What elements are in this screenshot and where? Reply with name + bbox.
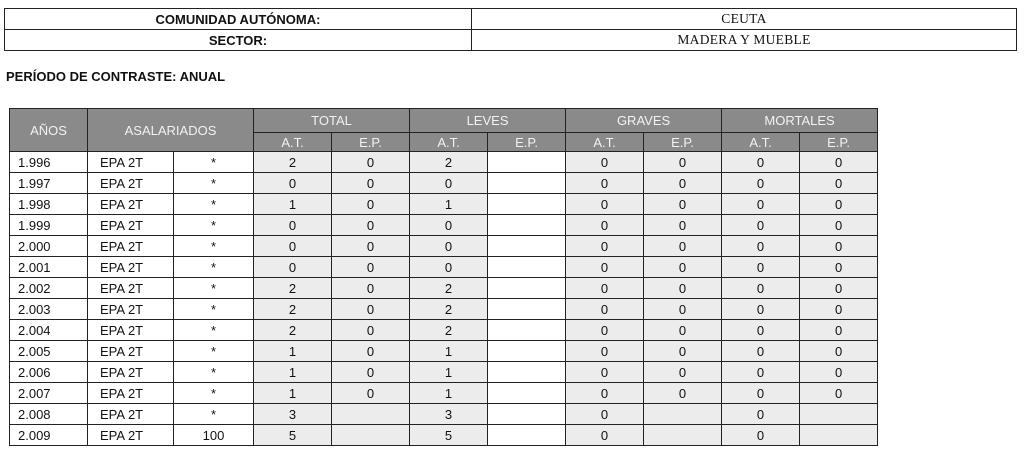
asalariados-cell: *: [174, 383, 254, 404]
total-at-cell: 0: [254, 257, 332, 278]
sector-row: [5, 30, 1017, 51]
leves-ep-cell: [488, 362, 566, 383]
year-cell: 2.006: [10, 362, 88, 383]
total-ep-cell: 0: [332, 215, 410, 236]
graves-at-cell: 0: [566, 299, 644, 320]
graves-at-cell: 0: [566, 278, 644, 299]
asalariados-cell: *: [174, 152, 254, 173]
total-ep-cell: 0: [332, 257, 410, 278]
total-at-cell: 3: [254, 404, 332, 425]
year-cell: 2.001: [10, 257, 88, 278]
leves-at-cell: 2: [410, 152, 488, 173]
subcol-total-at: A.T.: [254, 133, 332, 152]
total-ep-cell: 0: [332, 236, 410, 257]
period-heading: PERÍODO DE CONTRASTE: ANUAL: [6, 69, 226, 84]
subcol-total-ep: E.P.: [332, 133, 410, 152]
table-row: [10, 320, 878, 341]
total-at-cell: 2: [254, 299, 332, 320]
table-row: [10, 425, 878, 446]
mortales-ep-cell: 0: [800, 257, 878, 278]
source-cell: EPA 2T: [88, 425, 174, 446]
source-cell: EPA 2T: [88, 383, 174, 404]
graves-ep-cell: 0: [644, 194, 722, 215]
total-ep-cell: 0: [332, 152, 410, 173]
total-at-cell: 0: [254, 173, 332, 194]
leves-ep-cell: [488, 383, 566, 404]
graves-at-cell: 0: [566, 257, 644, 278]
year-cell: 1.997: [10, 173, 88, 194]
leves-ep-cell: [488, 425, 566, 446]
asalariados-cell: *: [174, 215, 254, 236]
year-cell: 1.996: [10, 152, 88, 173]
asalariados-cell: *: [174, 404, 254, 425]
graves-at-cell: 0: [566, 215, 644, 236]
header-table: [4, 8, 1017, 51]
graves-at-cell: 0: [566, 425, 644, 446]
graves-at-cell: 0: [566, 383, 644, 404]
graves-ep-cell: 0: [644, 215, 722, 236]
mortales-at-cell: 0: [722, 299, 800, 320]
source-cell: EPA 2T: [88, 299, 174, 320]
total-at-cell: 0: [254, 215, 332, 236]
table-row: [10, 215, 878, 236]
mortales-ep-cell: [800, 404, 878, 425]
graves-ep-cell: 0: [644, 173, 722, 194]
leves-ep-cell: [488, 404, 566, 425]
graves-ep-cell: 0: [644, 341, 722, 362]
leves-ep-cell: [488, 173, 566, 194]
table-row: [10, 278, 878, 299]
graves-at-cell: 0: [566, 236, 644, 257]
total-at-cell: 2: [254, 152, 332, 173]
subcol-graves-at: A.T.: [566, 133, 644, 152]
mortales-at-cell: 0: [722, 404, 800, 425]
table-row: [10, 404, 878, 425]
leves-at-cell: 1: [410, 383, 488, 404]
region-value: CEUTA: [472, 9, 1017, 30]
mortales-ep-cell: 0: [800, 236, 878, 257]
total-at-cell: 1: [254, 341, 332, 362]
total-at-cell: 1: [254, 194, 332, 215]
asalariados-cell: *: [174, 257, 254, 278]
table-row: [10, 362, 878, 383]
source-cell: EPA 2T: [88, 257, 174, 278]
graves-at-cell: 0: [566, 404, 644, 425]
table-row: [10, 299, 878, 320]
subcol-mortales-at: A.T.: [722, 133, 800, 152]
asalariados-cell: *: [174, 173, 254, 194]
source-cell: EPA 2T: [88, 173, 174, 194]
year-cell: 2.003: [10, 299, 88, 320]
mortales-at-cell: 0: [722, 425, 800, 446]
graves-at-cell: 0: [566, 152, 644, 173]
source-cell: EPA 2T: [88, 278, 174, 299]
year-cell: 1.998: [10, 194, 88, 215]
table-row: [10, 341, 878, 362]
asalariados-cell: 100: [174, 425, 254, 446]
leves-ep-cell: [488, 278, 566, 299]
mortales-ep-cell: 0: [800, 362, 878, 383]
col-asalariados: ASALARIADOS: [88, 109, 254, 152]
source-cell: EPA 2T: [88, 236, 174, 257]
leves-ep-cell: [488, 215, 566, 236]
asalariados-cell: *: [174, 236, 254, 257]
total-ep-cell: 0: [332, 299, 410, 320]
mortales-ep-cell: 0: [800, 194, 878, 215]
mortales-ep-cell: [800, 425, 878, 446]
mortales-at-cell: 0: [722, 173, 800, 194]
source-cell: EPA 2T: [88, 194, 174, 215]
mortales-at-cell: 0: [722, 152, 800, 173]
mortales-ep-cell: 0: [800, 383, 878, 404]
mortales-at-cell: 0: [722, 383, 800, 404]
total-at-cell: 1: [254, 362, 332, 383]
year-cell: 2.009: [10, 425, 88, 446]
mortales-at-cell: 0: [722, 278, 800, 299]
group-graves: GRAVES: [566, 109, 722, 133]
total-ep-cell: 0: [332, 362, 410, 383]
year-cell: 2.007: [10, 383, 88, 404]
year-cell: 2.002: [10, 278, 88, 299]
source-cell: EPA 2T: [88, 215, 174, 236]
graves-ep-cell: [644, 425, 722, 446]
sector-label: SECTOR:: [5, 30, 472, 51]
table-row: [10, 173, 878, 194]
source-cell: EPA 2T: [88, 404, 174, 425]
asalariados-cell: *: [174, 320, 254, 341]
total-at-cell: 0: [254, 236, 332, 257]
table-row: [10, 194, 878, 215]
source-cell: EPA 2T: [88, 362, 174, 383]
source-cell: EPA 2T: [88, 320, 174, 341]
mortales-at-cell: 0: [722, 215, 800, 236]
total-ep-cell: 0: [332, 320, 410, 341]
total-ep-cell: 0: [332, 194, 410, 215]
mortales-at-cell: 0: [722, 194, 800, 215]
total-at-cell: 2: [254, 278, 332, 299]
year-cell: 2.004: [10, 320, 88, 341]
mortales-at-cell: 0: [722, 341, 800, 362]
graves-ep-cell: 0: [644, 362, 722, 383]
sector-value: MADERA Y MUEBLE: [472, 30, 1017, 51]
total-ep-cell: 0: [332, 383, 410, 404]
leves-ep-cell: [488, 257, 566, 278]
leves-at-cell: 5: [410, 425, 488, 446]
leves-ep-cell: [488, 152, 566, 173]
table-row: [10, 236, 878, 257]
year-cell: 1.999: [10, 215, 88, 236]
year-cell: 2.005: [10, 341, 88, 362]
leves-ep-cell: [488, 299, 566, 320]
accidents-table: [9, 108, 878, 446]
mortales-at-cell: 0: [722, 320, 800, 341]
graves-at-cell: 0: [566, 362, 644, 383]
graves-at-cell: 0: [566, 341, 644, 362]
total-at-cell: 5: [254, 425, 332, 446]
total-ep-cell: [332, 404, 410, 425]
graves-ep-cell: 0: [644, 383, 722, 404]
graves-ep-cell: 0: [644, 278, 722, 299]
graves-at-cell: 0: [566, 194, 644, 215]
total-at-cell: 1: [254, 383, 332, 404]
total-at-cell: 2: [254, 320, 332, 341]
asalariados-cell: *: [174, 194, 254, 215]
leves-at-cell: 0: [410, 236, 488, 257]
group-leves: LEVES: [410, 109, 566, 133]
graves-ep-cell: [644, 404, 722, 425]
col-anos: AÑOS: [10, 109, 88, 152]
mortales-ep-cell: 0: [800, 215, 878, 236]
graves-at-cell: 0: [566, 320, 644, 341]
table-row: [10, 383, 878, 404]
header-row-groups: [10, 109, 878, 133]
subcol-leves-at: A.T.: [410, 133, 488, 152]
mortales-at-cell: 0: [722, 236, 800, 257]
leves-at-cell: 1: [410, 341, 488, 362]
subcol-leves-ep: E.P.: [488, 133, 566, 152]
subcol-mortales-ep: E.P.: [800, 133, 878, 152]
leves-ep-cell: [488, 320, 566, 341]
region-label: COMUNIDAD AUTÓNOMA:: [5, 9, 472, 30]
group-total: TOTAL: [254, 109, 410, 133]
total-ep-cell: 0: [332, 278, 410, 299]
leves-ep-cell: [488, 236, 566, 257]
source-cell: EPA 2T: [88, 341, 174, 362]
subcol-graves-ep: E.P.: [644, 133, 722, 152]
table-row: [10, 257, 878, 278]
asalariados-cell: *: [174, 278, 254, 299]
graves-ep-cell: 0: [644, 152, 722, 173]
region-row: [5, 9, 1017, 30]
mortales-ep-cell: 0: [800, 278, 878, 299]
mortales-ep-cell: 0: [800, 173, 878, 194]
graves-ep-cell: 0: [644, 299, 722, 320]
leves-ep-cell: [488, 341, 566, 362]
asalariados-cell: *: [174, 299, 254, 320]
graves-at-cell: 0: [566, 173, 644, 194]
year-cell: 2.000: [10, 236, 88, 257]
leves-at-cell: 2: [410, 320, 488, 341]
leves-ep-cell: [488, 194, 566, 215]
asalariados-cell: *: [174, 341, 254, 362]
graves-ep-cell: 0: [644, 320, 722, 341]
group-mortales: MORTALES: [722, 109, 878, 133]
leves-at-cell: 0: [410, 173, 488, 194]
mortales-ep-cell: 0: [800, 320, 878, 341]
leves-at-cell: 3: [410, 404, 488, 425]
total-ep-cell: 0: [332, 173, 410, 194]
leves-at-cell: 2: [410, 278, 488, 299]
asalariados-cell: *: [174, 362, 254, 383]
year-cell: 2.008: [10, 404, 88, 425]
mortales-ep-cell: 0: [800, 341, 878, 362]
table-row: [10, 152, 878, 173]
total-ep-cell: [332, 425, 410, 446]
leves-at-cell: 1: [410, 194, 488, 215]
mortales-ep-cell: 0: [800, 152, 878, 173]
leves-at-cell: 1: [410, 362, 488, 383]
graves-ep-cell: 0: [644, 257, 722, 278]
total-ep-cell: 0: [332, 341, 410, 362]
mortales-at-cell: 0: [722, 362, 800, 383]
leves-at-cell: 0: [410, 257, 488, 278]
graves-ep-cell: 0: [644, 236, 722, 257]
leves-at-cell: 2: [410, 299, 488, 320]
mortales-at-cell: 0: [722, 257, 800, 278]
leves-at-cell: 0: [410, 215, 488, 236]
mortales-ep-cell: 0: [800, 299, 878, 320]
source-cell: EPA 2T: [88, 152, 174, 173]
